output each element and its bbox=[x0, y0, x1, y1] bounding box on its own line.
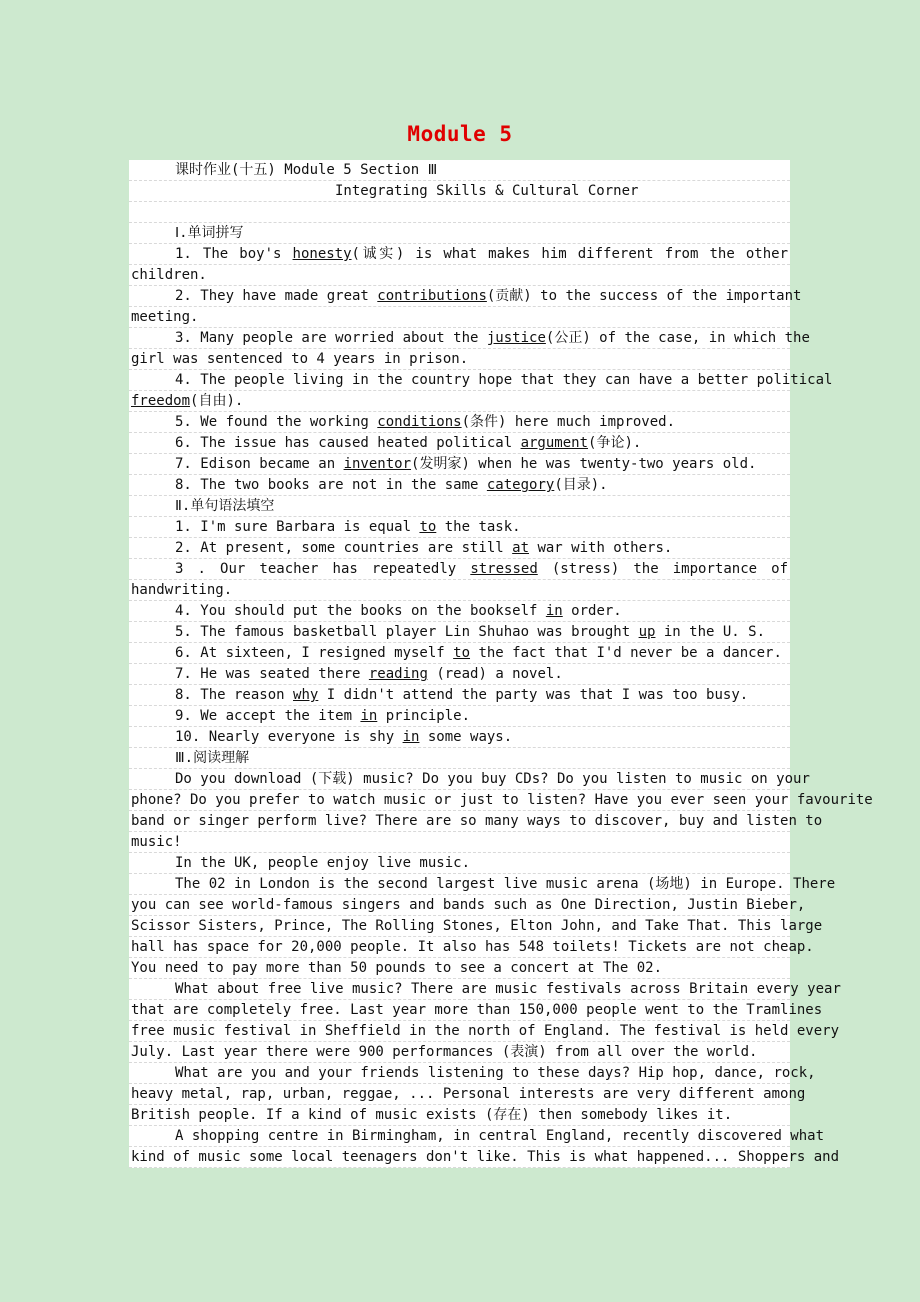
grammar-question-7 bbox=[129, 664, 790, 685]
question-text: (条件) here much improved. bbox=[461, 414, 676, 430]
question-text: 8. The reason bbox=[175, 687, 294, 703]
page-title: Module 5 bbox=[407, 122, 513, 146]
question-text: 6. The issue has caused heated political bbox=[175, 435, 521, 451]
question-text: (发明家) when he was twenty-two years old. bbox=[411, 456, 757, 472]
question-text: 2. At present, some countries are still bbox=[175, 540, 513, 556]
question-text: (目录). bbox=[554, 477, 608, 493]
answer-blank: to bbox=[453, 645, 471, 661]
reading-line: July. Last year there were 900 performances (表演) from all over the world. bbox=[129, 1042, 790, 1063]
question-text: the fact that I'd never be a dancer. bbox=[470, 645, 782, 661]
answer-blank: inventor bbox=[343, 456, 412, 472]
question-text: 1. The boy's bbox=[175, 246, 293, 262]
reading-line: Scissor Sisters, Prince, The Rolling Stones, Elton John, and Take That. This large bbox=[129, 916, 790, 937]
reading-line: What are you and your friends listening to these days? Hip hop, dance, rock, bbox=[129, 1063, 790, 1084]
question-text: the task. bbox=[436, 519, 521, 535]
vocab-question-2 bbox=[129, 286, 802, 307]
reading-line: that are completely free. Last year more than 150,000 people went to the Tramlines bbox=[129, 1000, 790, 1021]
grammar-question-8 bbox=[129, 685, 790, 706]
answer-blank: stressed bbox=[470, 561, 538, 577]
answer-blank: conditions bbox=[377, 414, 462, 430]
header-line-2: Integrating Skills & Cultural Corner bbox=[129, 181, 790, 202]
question-text: 3 . Our teacher has repeatedly bbox=[175, 561, 471, 577]
question-text: (诚实) is what makes him different from the other bbox=[351, 246, 788, 262]
answer-blank: why bbox=[293, 687, 319, 703]
question-text: (自由). bbox=[190, 393, 244, 409]
vocab-question-1 bbox=[129, 244, 790, 265]
question-text: 5. The famous basketball player Lin Shuhao was brought bbox=[175, 624, 639, 640]
question-text: 8. The two books are not in the same bbox=[175, 477, 487, 493]
reading-line: You need to pay more than 50 pounds to see a concert at The 02. bbox=[129, 958, 790, 979]
grammar-question-10 bbox=[129, 727, 790, 748]
question-text: war with others. bbox=[529, 540, 673, 556]
question-text: 9. We accept the item bbox=[175, 708, 361, 724]
grammar-question-1 bbox=[129, 517, 790, 538]
reading-line: hall has space for 20,000 people. It also has 548 toilets! Tickets are not cheap. bbox=[129, 937, 790, 958]
vocab-question-4-cont bbox=[129, 391, 790, 412]
answer-blank: in bbox=[402, 729, 420, 745]
vocab-question-7 bbox=[129, 454, 790, 475]
answer-blank: reading bbox=[368, 666, 428, 682]
reading-line: What about free live music? There are music festivals across Britain every year bbox=[129, 979, 790, 1000]
question-text: in the U. S. bbox=[655, 624, 766, 640]
question-text: 7. He was seated there bbox=[175, 666, 369, 682]
reading-line: music! bbox=[129, 832, 790, 853]
section-heading-grammar: Ⅱ.单句语法填空 bbox=[129, 496, 790, 517]
reading-line: band or singer perform live? There are so many ways to discover, buy and listen to bbox=[129, 811, 790, 832]
grammar-question-4 bbox=[129, 601, 790, 622]
question-text: order. bbox=[562, 603, 622, 619]
question-text: 1. I'm sure Barbara is equal bbox=[175, 519, 420, 535]
grammar-question-6 bbox=[129, 643, 790, 664]
section-heading-reading: Ⅲ.阅读理解 bbox=[129, 748, 790, 769]
answer-blank: up bbox=[638, 624, 656, 640]
question-text: I didn't attend the party was that I was too busy. bbox=[318, 687, 749, 703]
question-text: (stress) the importance of bbox=[537, 561, 789, 577]
question-text: 10. Nearly everyone is shy bbox=[175, 729, 403, 745]
question-text: 5. We found the working bbox=[175, 414, 378, 430]
reading-line: British people. If a kind of music exists (存在) then somebody likes it. bbox=[129, 1105, 790, 1126]
vocab-question-5 bbox=[129, 412, 790, 433]
question-text: 3. Many people are worried about the bbox=[175, 330, 487, 346]
question-text: 7. Edison became an bbox=[175, 456, 344, 472]
answer-blank: category bbox=[486, 477, 555, 493]
question-text: (read) a novel. bbox=[427, 666, 563, 682]
question-text: (贡献) to the success of the important bbox=[486, 288, 802, 304]
vocab-question-3-cont: girl was sentenced to 4 years in prison. bbox=[129, 349, 790, 370]
reading-line: free music festival in Sheffield in the north of England. The festival is held every bbox=[129, 1021, 790, 1042]
worksheet bbox=[129, 160, 873, 1168]
answer-blank: honesty bbox=[292, 246, 352, 262]
grammar-question-3 bbox=[129, 559, 790, 580]
question-text: 4. You should put the books on the bookself bbox=[175, 603, 546, 619]
blank-line bbox=[129, 202, 790, 223]
grammar-question-2 bbox=[129, 538, 790, 559]
section-heading-vocabulary: Ⅰ.单词拼写 bbox=[129, 223, 790, 244]
question-text: 6. At sixteen, I resigned myself bbox=[175, 645, 454, 661]
question-text: (争论). bbox=[588, 435, 642, 451]
reading-line: you can see world-famous singers and bands such as One Direction, Justin Bieber, bbox=[129, 895, 790, 916]
reading-line: phone? Do you prefer to watch music or just to listen? Have you ever seen your favourite bbox=[129, 790, 790, 811]
answer-blank: freedom bbox=[131, 393, 191, 409]
reading-line: A shopping centre in Birmingham, in central England, recently discovered what bbox=[129, 1126, 790, 1147]
answer-blank: argument bbox=[520, 435, 589, 451]
question-text: 2. They have made great bbox=[175, 288, 378, 304]
vocab-question-6 bbox=[129, 433, 790, 454]
reading-line: heavy metal, rap, urban, reggae, ... Personal interests are very different among bbox=[129, 1084, 790, 1105]
vocab-question-4: 4. The people living in the country hope that they can have a better political bbox=[129, 370, 790, 391]
vocab-question-2-cont: meeting. bbox=[129, 307, 790, 328]
reading-line: The 02 in London is the second largest live music arena (场地) in Europe. There bbox=[129, 874, 790, 895]
vocab-question-1-cont: children. bbox=[129, 265, 790, 286]
grammar-question-9 bbox=[129, 706, 790, 727]
vocab-question-8 bbox=[129, 475, 790, 496]
reading-line: Do you download (下载) music? Do you buy CDs? Do you listen to music on your bbox=[129, 769, 790, 790]
question-text: some ways. bbox=[419, 729, 513, 745]
vocab-question-3 bbox=[129, 328, 810, 349]
answer-blank: at bbox=[512, 540, 530, 556]
answer-blank: contributions bbox=[377, 288, 487, 304]
reading-line: In the UK, people enjoy live music. bbox=[129, 853, 790, 874]
reading-line: kind of music some local teenagers don't like. This is what happened... Shoppers and bbox=[129, 1147, 790, 1168]
grammar-question-3-cont: handwriting. bbox=[129, 580, 790, 601]
answer-blank: in bbox=[545, 603, 563, 619]
grammar-question-5 bbox=[129, 622, 790, 643]
header-line-1: 课时作业(十五) Module 5 Section Ⅲ bbox=[129, 160, 790, 181]
answer-blank: to bbox=[419, 519, 437, 535]
question-text: principle. bbox=[377, 708, 471, 724]
answer-blank: justice bbox=[486, 330, 546, 346]
question-text: (公正) of the case, in which the bbox=[545, 330, 810, 346]
answer-blank: in bbox=[360, 708, 378, 724]
